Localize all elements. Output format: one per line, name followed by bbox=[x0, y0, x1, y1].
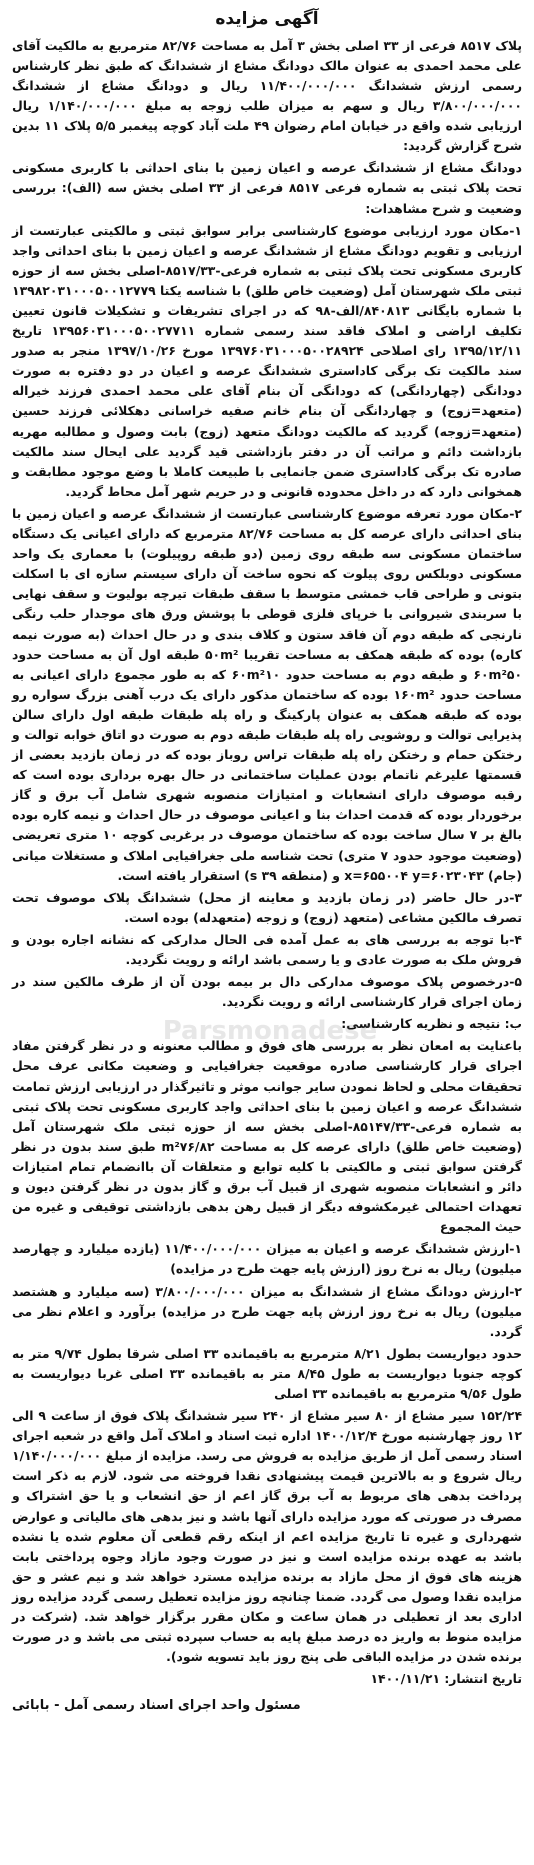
item-1: ۱-مکان مورد ارزیابی موضوع کارشناسی برابر سوابق ثبتی و مالکیتی عبارتست از ارزیابی و تقویم دودانگ مشاع از ششدانگ عرصه و اعیان زمین با بنای احداثی واجد کاربری مسکونی تحت پلاک ثبتی به شماره فرعی-۸۵۱۷/۳۳-اصلی بخش سه از حوزه ثبتی ملک شهرستان آمل (وضعیت خاص طلق) با شناسه یکتا ۱۳۹۸۲۰۳۱۰۰۰۵۰۰۱۲۷۷۹ با شماره بایگانی ۸۴۰۸۱۳/الف-۹۸ که در اجرای تشریفات و تشکیلات قانون تعیین تکلیف اراضی و املاک فاقد سند رسمی شماره ۱۳۹۵۶۰۳۱۰۰۰۵۰۰۲۷۷۱۱ تاریخ ۱۳۹۵/۱۲/۱۱ رای اصلاحی ۱۳۹۷۶۰۳۱۰۰۰۵۰۰۲۸۹۲۴ مورخ ۱۳۹۷/۱۰/۲۶ منجر به صدور سند مالکیت تک برگی کاداستری ششدانگ عرصه و اعیان در دو دفتره به صورت دودانگی (چهاردانگی) که دودانگی آن بنام آقای علی محمد احمدی فرزند خیراله (متعهد=زوج) و چهاردانگی آن بنام خانم صفیه خراسانی دهکلائی فرزند حسین (متعهد=زوجه) گردید که مالکیت دودانگ متعهد (زوج) بابت وصول و مطالبه مهریه بازداشت دائم و مراتب آن در دفتر بازداشتی قید گردید علی ایحال سند مالکیت صادره تک برگی کاداستری ضمن جانمایی با طبیعت کاملا با وضع موجود مطابقت و همخوانی دارد که در داخل محدوده قانونی و در حریم شهر آمل محاط گردید. bbox=[12, 222, 523, 499]
summary-paragraph: دودانگ مشاع از ششدانگ عرصه و اعیان زمین با بنای احداثی با کاربری مسکونی تحت پلاک ثبتی به شماره فرعی ۸۵۱۷ فرعی از ۳۳ اصلی بخش سه (الف): بررسی وضعیت و شرح مشاهدات: bbox=[12, 160, 522, 216]
item-2: ۲-مکان مورد تعرفه موضوع کارشناسی عبارتست از ششدانگ عرصه و اعیان زمین با بنای احداثی دارای عرصه کل به مساحت ۸۲/۷۶ مترمربع که دارای اعیانی یک دستگاه ساختمان مسکونی سه طبقه روی زمین (دو طبقه روپیلوت) با معماری یک واحد مسکونی دوبلکس روی پیلوت که نحوه ساخت آن دارای سیستم سازه ای با اسکلت بتونی و طراحی قاب خمشی متوسط با سقف طبقات تیرچه بولیوت و سقف نهایی با سربندی شیروانی با خرپای فلزی قوطی با پوشش ورق های موجدار حلب رنگی نارنجی که طبقه دوم آن فاقد ستون و کلاف بندی و در حال احداث (به صورت نیمه کاره) بوده که طبقه همکف به مساحت تقریبا ۵۰m² طبقه اول آن به مساحت حدود ۶۰m²۵۰ و طبقه دوم به مساحت حدود ۶۰m²۱۰ که به طور مجموع دارای اعیانی به مساحت حدود ۱۶۰m² بوده که ساختمان مذکور دارای یک درب آهنی بزرگ سواره رو بوده که طبقه همکف به عنوان پارکینگ و راه پله طبقات طبقه اول دارای سالن پذیرایی توالت و روشویی راه پله طبقات طبقه دوم به صورت دو اتاق خوابه توالت و رختکن حمام و رختکن راه پله طبقات تراس روباز بوده که در زمان بازدید بعضی از قسمتها علیرغم ناتمام بودن عملیات ساختمانی در حال بهره برداری بوده است که رقبه موصوف دارای انشعابات و امتیازات منصوبه شهری شامل آب برق و گاز برخوردار بوده که قدمت احداث بنا و اعیانی موصوف در حال احداث و نیمه کاره بوده بالغ بر ۷ سال ساخت بوده که ساختمان موصوف در برغربی کوچه ۱۰ متری تعریضی (وضعیت موجود حدود ۷ متری) تحت شناسه ملی جغرافیایی املاک و مستغلات میانی (جام) x=۶۵۵۰۰۴ y=۶۰۲۳۰۴۳ و (منطقه ۳۹ s) استقرار یافته است. bbox=[12, 505, 523, 883]
item-3: ۳-در حال حاضر (در زمان بازدید و معاینه از محل) ششدانگ پلاک موصوف تحت تصرف مالکین مشاعی (متعهد (زوج) و زوجه (متعهدله) بوده است. bbox=[12, 889, 522, 925]
conclusion-paragraph: باعنایت به امعان نظر به بررسی های فوق و مطالب معنونه و در نظر گرفتن مفاد اجرای قرار کارشناسی صادره موقعیت جغرافیایی و وضعیت مکانی عرف محل تحقیقات محلی و لحاظ نمودن سایر جوانب موثر و تاثیرگذار در ارزیابی ارزش تمامت ششدانگ عرصه و اعیان زمین با بنای احداثی واجد کاربری مسکونی تحت پلاک ثبتی به شماره فرعی-۸۵۱۴۷/۳۳-اصلی بخش سه از حوزه ثبتی ملک شهرستان آمل (وضعیت خاص طلق) دارای عرصه کل به مساحت m²۷۶/۸۲ طبق سند بدون در نظر گرفتن سوابق ثبتی و مالکیتی با کلیه توابع و متعلقات آن باانضمام تمام امتیازات دائر و انشعابات منصوبه شهری از قبیل آب برق و گاز بدون در نظر گرفتن دیون و تعهدات احتمالی غیرمکشوفه دیگر از قبیل رهن بدهی بازداشتی توقیفی و غیره من حیث المجموع bbox=[12, 1038, 522, 1235]
boundaries-paragraph: حدود دیواریست بطول ۸/۲۱ مترمربع به باقیمانده ۳۳ اصلی شرقا بطول ۹/۷۴ متر به کوچه جنوبا دیواریست به طول ۸/۴۵ متر به باقیمانده ۳۳ اصلی غربا دیواریست به طول ۹/۵۶ مترمربع به باقیمانده ۳۳ اصلی bbox=[12, 1345, 522, 1401]
auction-terms-prefix: ۱۵۲/۲۴ سیر مشاع از ۸۰ سیر مشاع bbox=[306, 1408, 523, 1424]
item-4: ۴-با توجه به بررسی های به عمل آمده فی الحال مدارکی که نشانه اجاره بودن و فروش ملک به صورت عادی و یا رسمی باشد ارائه و رویت نگردید. bbox=[12, 931, 522, 968]
watermark: Parsmonadese bbox=[162, 1016, 378, 1046]
item-5: ۵-درخصوص پلاک موصوف مدارکی دال بر بیمه بودن آن از طرف مالکین سند در زمان اجرای قرار کارشناسی ارائه و رویت نگردید. bbox=[12, 974, 522, 1010]
auction-terms-text: از ۲۴۰ سیر ششدانگ پلاک فوق از ساعت ۹ الی ۱۲ روز چهارشنبه مورخ ۱۴۰۰/۱۲/۴ اداره ثبت اسناد و املاک آمل واقع در شعبه اجرای اسناد رسمی آمل از طریق مزایده به فروش می رسد. مزایده از مبلغ ۱/۱۴۰/۰۰۰/۰۰۰ ریال شروع و به بالاترین قیمت پیشنهادی نقدا فروخته می شود. لازم به ذکر است پرداخت بدهی های مربوط به آب برق گاز اعم از حق انشعاب و یا حق اشتراک و مصرف در صورتی که مورد مزایده دارای آنها باشد و نیز بدهی های مالیاتی و عوارض شهرداری و غیره تا تاریخ مزایده اعم از اینکه رقم قطعی آن معلوم شده یا نشده باشد به عهده برنده مزایده است و نیز در صورت وجود مازاد وجوه پرداختی بابت هزینه های فوق از محل مازاد به برنده مزایده مسترد خواهد شد و نیم عشر و حق مزایده نقدا وصول می گردد. ضمنا چنانچه روز مزایده تعطیل رسمی گردد مزایده روز اداری بعد از تعطیلی در همان ساعت و مکان مقرر برگزار خواهد شد. (شرکت در مزایده منوط به واریز ده درصد مبلغ پایه به حساب سپرده ثبتی می باشد و در صورت برنده شدن در مزایده الباقی طی پنج روز باید تسویه شود). bbox=[12, 1408, 523, 1665]
publish-date: تاریخ انتشار: ۱۴۰۰/۱۱/۲۱ bbox=[370, 1671, 522, 1687]
signature: مسئول واحد اجرای اسناد رسمی آمل - بابائی bbox=[12, 1698, 301, 1714]
intro-paragraph: پلاک ۸۵۱۷ فرعی از ۳۳ اصلی بخش ۳ آمل به مساحت ۸۲/۷۶ مترمربع به مالکیت آقای علی محمد احمدی به عنوان مالک دودانگ مشاع از ششدانگ که طبق نظر کارشناس رسمی ارزش ششدانگ ۱۱/۴۰۰/۰۰۰/۰۰۰ ریال و دودانگ مشاع از ششدانگ ۳/۸۰۰/۰۰۰/۰۰۰ ریال و سهم به میزان طلب زوجه به مبلغ ۱/۱۴۰/۰۰۰/۰۰۰ ریال ارزیابی شده واقع در خیابان امام رضوان ۴۹ ملت آباد کوچه پیغمبر ۵/۵ پلاک ۱۱ بدین شرح گزارش گردید: bbox=[12, 37, 522, 154]
notice-title: آگهی مزایده bbox=[215, 9, 319, 29]
auction-terms-paragraph bbox=[12, 1406, 522, 1667]
section-b-heading: ب: نتیجه و نظریه کارشناسی: bbox=[341, 1016, 522, 1032]
value-2: ۲-ارزش دودانگ مشاع از ششدانگ به میزان ۳/۸۰۰/۰۰۰/۰۰۰ (سه میلیارد و هشتصد میلیون) ریال به نرخ روز ارزش پایه جهت طرح در مزایده) برآورد و اعلام نظر می گردد. bbox=[12, 1283, 522, 1339]
value-1: ۱-ارزش ششدانگ عرصه و اعیان به میزان ۱۱/۴۰۰/۰۰۰/۰۰۰ (یازده میلیارد و چهارصد میلیون) ریال به نرخ روز (ارزش پایه جهت طرح در مزایده) bbox=[12, 1241, 522, 1277]
